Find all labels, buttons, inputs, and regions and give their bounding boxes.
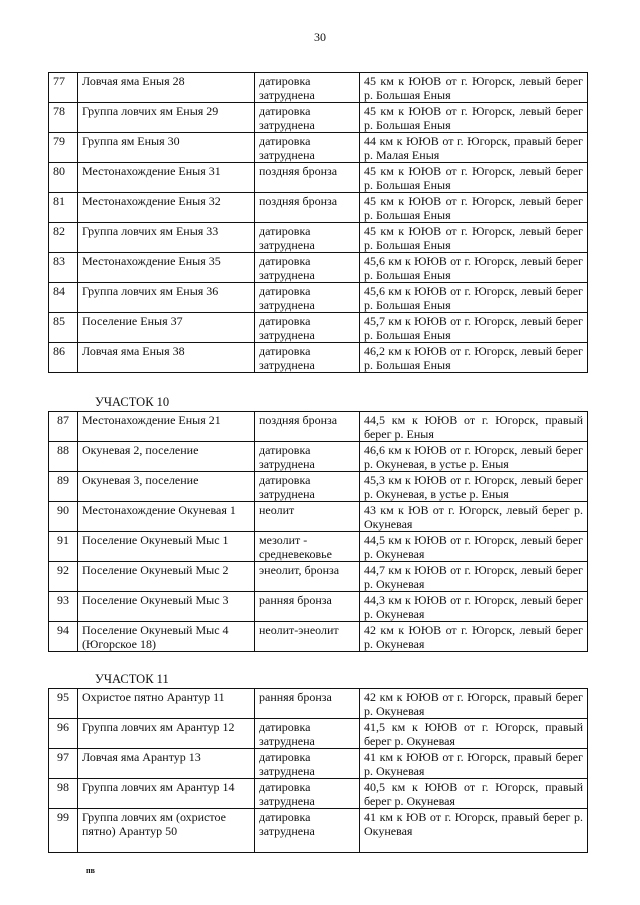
table-row	[49, 502, 588, 532]
table-row	[49, 592, 588, 622]
row-number: 94	[49, 622, 78, 652]
site-name: Ловчая яма Еныя 28	[78, 73, 255, 103]
row-number: 99	[49, 809, 78, 853]
table-row	[49, 622, 588, 652]
row-number: 77	[49, 73, 78, 103]
site-dating: датировка затруднена	[255, 223, 360, 253]
site-dating: энеолит, бронза	[255, 562, 360, 592]
table-row	[49, 313, 588, 343]
site-dating: датировка затруднена	[255, 133, 360, 163]
site-location: 45 км к ЮЮВ от г. Югорск, левый берег р. Большая Еныя	[360, 103, 588, 133]
site-name: Группа ям Еныя 30	[78, 133, 255, 163]
site-location: 45,6 км к ЮЮВ от г. Югорск, левый берег р. Большая Еныя	[360, 283, 588, 313]
site-dating: датировка затруднена	[255, 719, 360, 749]
site-name: Местонахождение Еныя 35	[78, 253, 255, 283]
site-name: Поселение Еныя 37	[78, 313, 255, 343]
site-name: Местонахождение Окуневая 1	[78, 502, 255, 532]
site-location: 46,6 км к ЮЮВ от г. Югорск, левый берег р. Окуневая, в устье р. Еныя	[360, 442, 588, 472]
site-dating: датировка затруднена	[255, 749, 360, 779]
site-name: Местонахождение Еныя 32	[78, 193, 255, 223]
site-dating: неолит-энеолит	[255, 622, 360, 652]
row-number: 95	[49, 689, 78, 719]
site-location: 44,3 км к ЮЮВ от г. Югорск, левый берег р. Окуневая	[360, 592, 588, 622]
site-dating: датировка затруднена	[255, 103, 360, 133]
site-location: 42 км к ЮЮВ от г. Югорск, левый берег р. Окуневая	[360, 622, 588, 652]
row-number: 87	[49, 412, 78, 442]
table-row	[49, 749, 588, 779]
site-location: 45,6 км к ЮЮВ от г. Югорск, левый берег р. Большая Еныя	[360, 253, 588, 283]
row-number: 91	[49, 532, 78, 562]
row-number: 78	[49, 103, 78, 133]
site-location: 45 км к ЮЮВ от г. Югорск, левый берег р. Большая Еныя	[360, 193, 588, 223]
site-dating: поздняя бронза	[255, 193, 360, 223]
row-number: 83	[49, 253, 78, 283]
table-row	[49, 779, 588, 809]
table-row	[49, 223, 588, 253]
register-table-3	[48, 688, 588, 853]
table-row	[49, 689, 588, 719]
section-title: УЧАСТОК 11	[95, 672, 169, 686]
site-dating: мезолит - средневековье	[255, 532, 360, 562]
site-name: Группа ловчих ям Арантур 12	[78, 719, 255, 749]
site-name: Группа ловчих ям Еныя 29	[78, 103, 255, 133]
table-row	[49, 133, 588, 163]
page-number: 30	[314, 30, 326, 44]
site-dating: датировка затруднена	[255, 779, 360, 809]
table-row	[49, 73, 588, 103]
row-number: 92	[49, 562, 78, 592]
site-dating: датировка затруднена	[255, 343, 360, 373]
row-number: 85	[49, 313, 78, 343]
table-row	[49, 412, 588, 442]
site-dating: датировка затруднена	[255, 253, 360, 283]
site-name: Ловчая яма Еныя 38	[78, 343, 255, 373]
site-location: 45 км к ЮЮВ от г. Югорск, левый берег р. Большая Еныя	[360, 163, 588, 193]
site-dating: датировка затруднена	[255, 442, 360, 472]
site-location: 41,5 км к ЮЮВ от г. Югорск, правый берег р. Окуневая	[360, 719, 588, 749]
site-name: Поселение Окуневый Мыс 3	[78, 592, 255, 622]
site-name: Поселение Окуневый Мыс 2	[78, 562, 255, 592]
site-name: Окуневая 2, поселение	[78, 442, 255, 472]
site-name: Группа ловчих ям Арантур 14	[78, 779, 255, 809]
site-name: Поселение Окуневый Мыс 4 (Югорское 18)	[78, 622, 255, 652]
table-row	[49, 343, 588, 373]
row-number: 98	[49, 779, 78, 809]
site-dating: датировка затруднена	[255, 472, 360, 502]
site-location: 45 км к ЮЮВ от г. Югорск, левый берег р. Большая Еныя	[360, 73, 588, 103]
footer-mark: пв	[86, 866, 95, 875]
table-row	[49, 103, 588, 133]
site-dating: поздняя бронза	[255, 412, 360, 442]
site-name: Окуневая 3, поселение	[78, 472, 255, 502]
site-location: 41 км к ЮЮВ от г. Югорск, правый берег р. Окуневая	[360, 749, 588, 779]
table-row	[49, 442, 588, 472]
site-location: 44 км к ЮЮВ от г. Югорск, правый берег р. Малая Еныя	[360, 133, 588, 163]
site-dating: датировка затруднена	[255, 73, 360, 103]
table-row	[49, 562, 588, 592]
site-location: 45 км к ЮЮВ от г. Югорск, левый берег р. Большая Еныя	[360, 223, 588, 253]
table-row	[49, 253, 588, 283]
row-number: 86	[49, 343, 78, 373]
site-dating: ранняя бронза	[255, 689, 360, 719]
site-location: 46,2 км к ЮЮВ от г. Югорск, левый берег р. Большая Еныя	[360, 343, 588, 373]
site-location: 41 км к ЮВ от г. Югорск, правый берег р. Окуневая	[360, 809, 588, 853]
row-number: 90	[49, 502, 78, 532]
table-row	[49, 532, 588, 562]
site-name: Местонахождение Еныя 21	[78, 412, 255, 442]
section-title: УЧАСТОК 10	[95, 395, 170, 409]
site-location: 43 км к ЮВ от г. Югорск, левый берег р. Окуневая	[360, 502, 588, 532]
site-dating: датировка затруднена	[255, 313, 360, 343]
row-number: 97	[49, 749, 78, 779]
site-location: 44,7 км к ЮЮВ от г. Югорск, левый берег р. Окуневая	[360, 562, 588, 592]
site-name: Ловчая яма Арантур 13	[78, 749, 255, 779]
site-dating: датировка затруднена	[255, 283, 360, 313]
site-location: 44,5 км к ЮЮВ от г. Югорск, правый берег р. Еныя	[360, 412, 588, 442]
site-location: 45,3 км к ЮЮВ от г. Югорск, левый берег р. Окуневая, в устье р. Еныя	[360, 472, 588, 502]
register-table-2	[48, 411, 588, 652]
site-location: 44,5 км к ЮЮВ от г. Югорск, левый берег р. Окуневая	[360, 532, 588, 562]
row-number: 89	[49, 472, 78, 502]
row-number: 79	[49, 133, 78, 163]
site-location: 40,5 км к ЮЮВ от г. Югорск, правый берег р. Окуневая	[360, 779, 588, 809]
row-number: 93	[49, 592, 78, 622]
register-table-1	[48, 72, 588, 373]
site-dating: поздняя бронза	[255, 163, 360, 193]
table-row	[49, 719, 588, 749]
row-number: 82	[49, 223, 78, 253]
table-row	[49, 193, 588, 223]
row-number: 84	[49, 283, 78, 313]
row-number: 80	[49, 163, 78, 193]
table-row	[49, 472, 588, 502]
site-name: Группа ловчих ям Еныя 33	[78, 223, 255, 253]
table-row	[49, 809, 588, 853]
site-location: 42 км к ЮЮВ от г. Югорск, правый берег р. Окуневая	[360, 689, 588, 719]
site-name: Группа ловчих ям Еныя 36	[78, 283, 255, 313]
table-row	[49, 283, 588, 313]
site-name: Местонахождение Еныя 31	[78, 163, 255, 193]
row-number: 96	[49, 719, 78, 749]
site-name: Группа ловчих ям (охристое пятно) Арантур 50	[78, 809, 255, 853]
table-row	[49, 163, 588, 193]
site-name: Поселение Окуневый Мыс 1	[78, 532, 255, 562]
site-dating: неолит	[255, 502, 360, 532]
site-dating: датировка затруднена	[255, 809, 360, 853]
site-dating: ранняя бронза	[255, 592, 360, 622]
site-name: Охристое пятно Арантур 11	[78, 689, 255, 719]
row-number: 81	[49, 193, 78, 223]
row-number: 88	[49, 442, 78, 472]
site-location: 45,7 км к ЮЮВ от г. Югорск, левый берег р. Большая Еныя	[360, 313, 588, 343]
